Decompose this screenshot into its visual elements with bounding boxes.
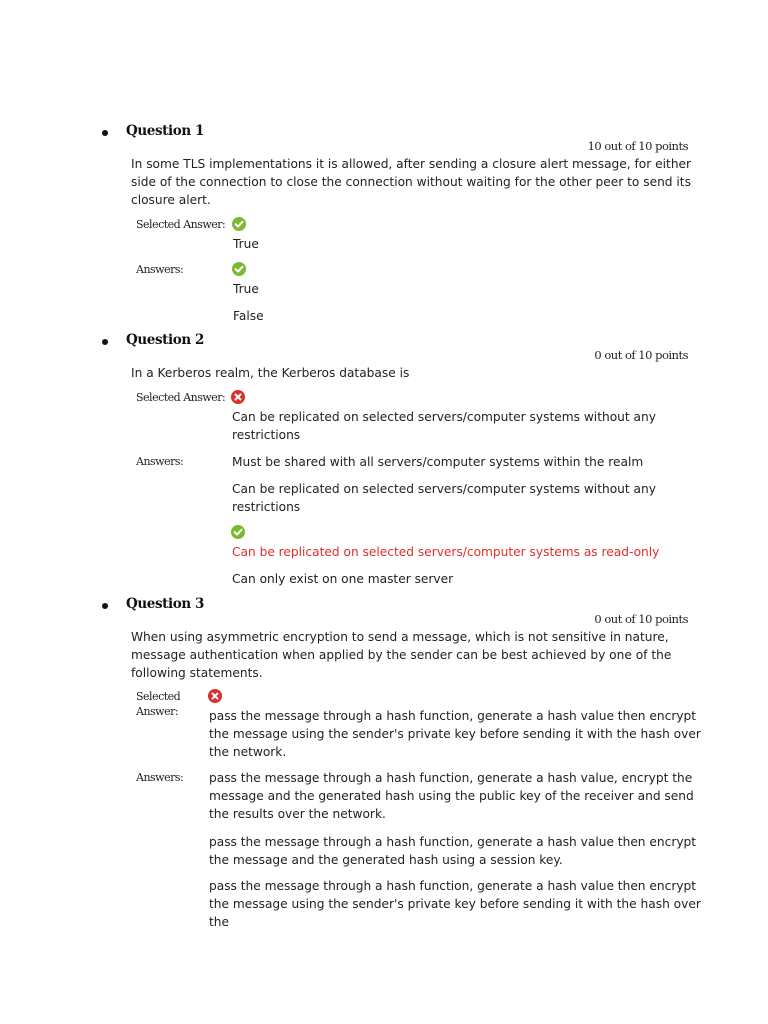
selected-answer-text: Can be replicated on selected servers/computer systems without any restrictions [232,410,656,442]
selected-answer-text: pass the message through a hash function, generate a hash value then encrypt the message using the sender's private key before sending it with the hash over the network. [209,709,701,759]
question-prompt: When using asymmetric encryption to send a message, which is not sensitive in nature, message authentication when applied by the sender can be best achieved by one of the following statements. [131,630,672,680]
incorrect-x-icon [208,689,222,703]
answer-option: Must be shared with all servers/computer systems within the realm [232,455,644,469]
question-prompt: In some TLS implementations it is allowed, after sending a closure alert message, for either side of the connection to close the connection without waiting for the other peer to send its closure alert. [131,157,692,207]
question-points: 10 out of 10 points [587,139,688,153]
correct-check-icon [232,262,246,276]
question-prompt: In a Kerberos realm, the Kerberos database is [131,366,410,380]
correct-check-icon [232,217,246,231]
question-title: Question 1 [126,123,205,139]
selected-answer-text: True [233,237,259,251]
question-title: Question 3 [126,596,205,612]
correct-answer-option: Can be replicated on selected servers/computer systems as read-only [232,545,660,559]
answers-label: Answers: [136,455,184,468]
selected-answer-label: Selected Answer: [136,218,226,231]
answer-option: pass the message through a hash function, generate a hash value then encrypt the message using the sender's private key before sending it with the hash over the [209,879,701,929]
answer-option: Can be replicated on selected servers/computer systems without any restrictions [232,482,656,514]
question-points: 0 out of 10 points [594,612,688,626]
answer-option: pass the message through a hash function, generate a hash value, encrypt the message and the generated hash using the public key of the receiver and send the results over the network. [209,771,694,821]
incorrect-x-icon [231,390,245,404]
answer-option: pass the message through a hash function, generate a hash value then encrypt the message and the generated hash using a session key. [209,835,697,867]
question-title: Question 2 [126,332,205,348]
bullet [102,339,108,345]
question-points: 0 out of 10 points [594,348,688,362]
answer-option: Can only exist on one master server [232,572,454,586]
selected-answer-label [136,689,180,719]
answer-option: False [233,309,264,323]
bullet [102,130,108,136]
answer-option: True [233,282,259,296]
answers-label: Answers: [136,263,184,276]
correct-check-icon [231,525,245,539]
bullet [102,603,108,609]
answers-label: Answers: [136,771,184,784]
selected-label-line: Selected [136,690,181,703]
selected-label-line: Answer: [136,705,179,718]
selected-answer-label: Selected Answer: [136,391,226,404]
